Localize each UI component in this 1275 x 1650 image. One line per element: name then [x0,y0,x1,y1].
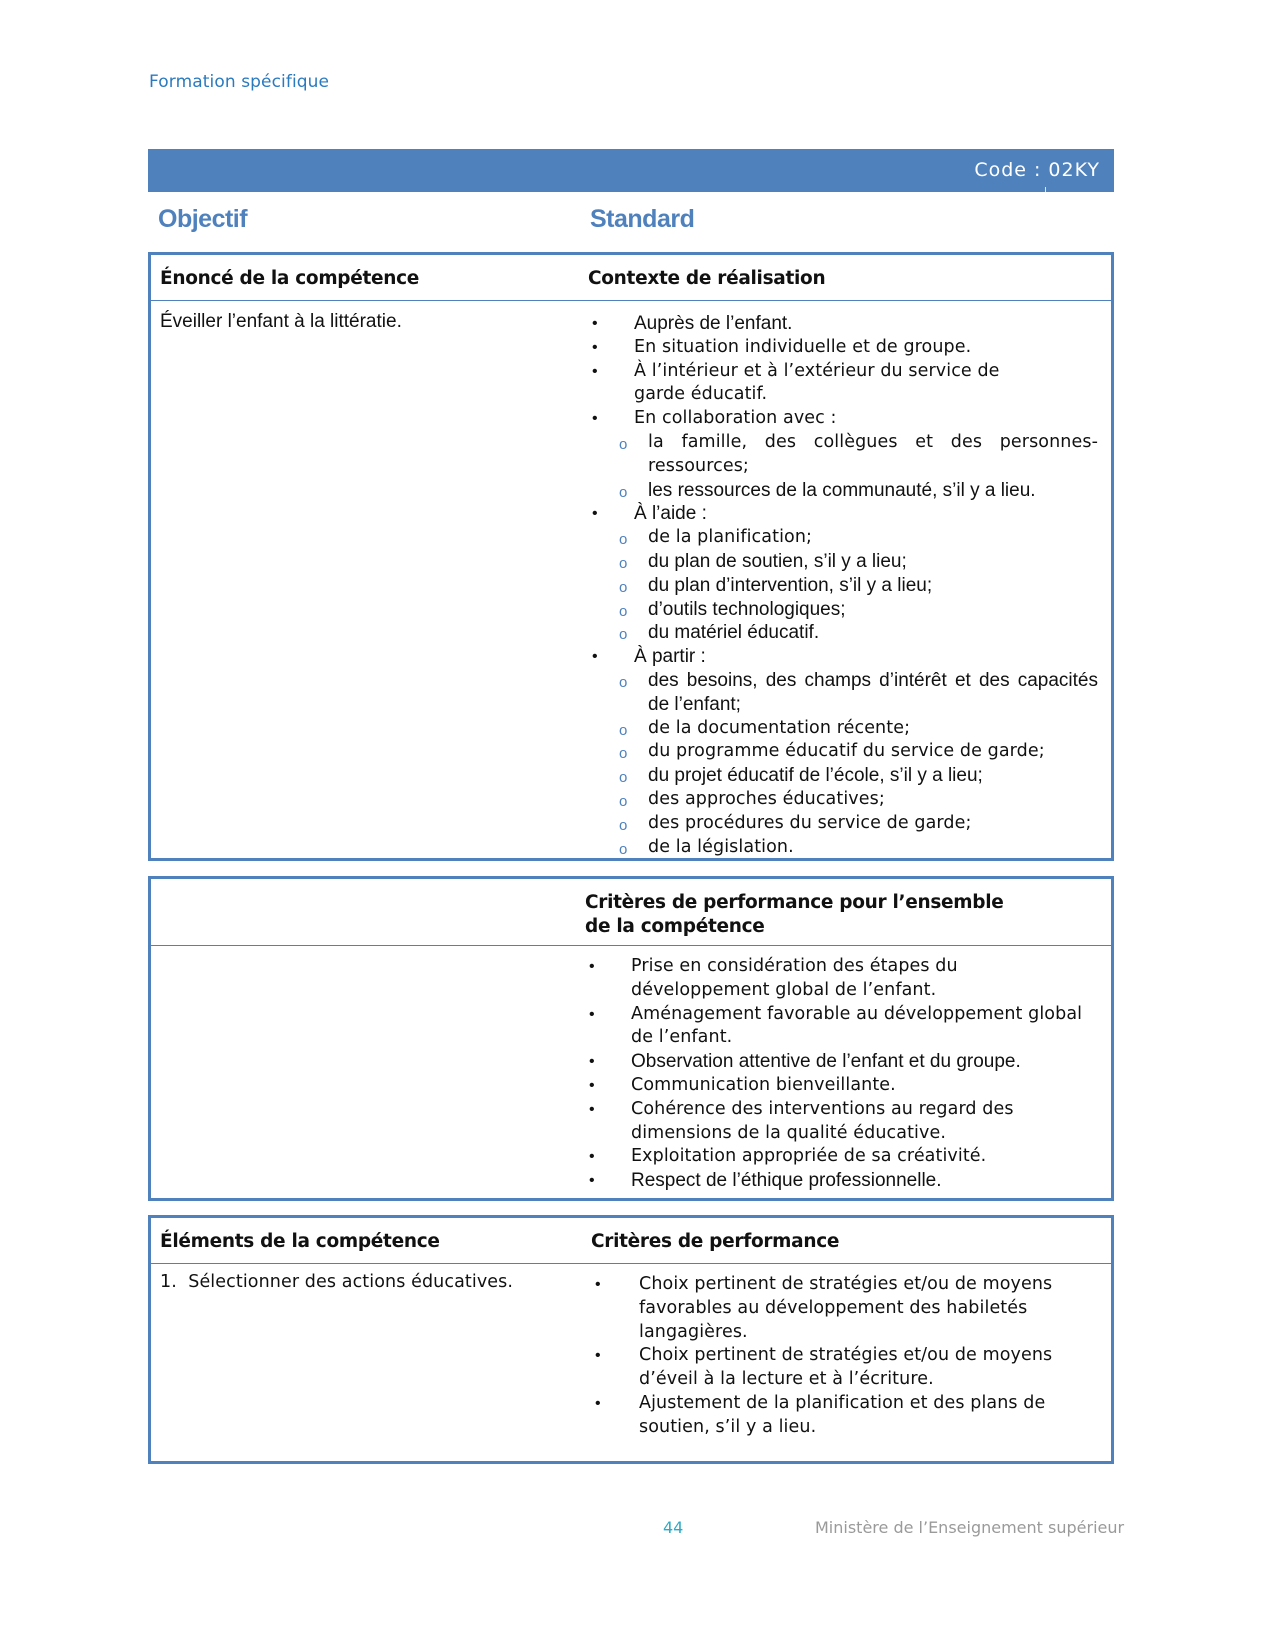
circle-bullet-icon: o [619,792,628,810]
circle-bullet-icon: o [619,816,628,834]
list-item: • Exploitation appropriée de sa créativité. [585,1145,1105,1169]
list-item: • En situation individuelle et de groupe. [588,336,1098,360]
list-item: • Observation attentive de l’enfant et du groupe. [589,1051,1021,1073]
bullet-icon: • [595,1276,601,1293]
sublist-item: o des besoins, des champs d’intérêt et des capacités de l’enfant; [619,669,1098,715]
criteres-ensemble-list [585,955,1105,1193]
header-contexte: Contexte de réalisation [588,268,826,289]
code-bar [148,149,1114,192]
section-heading-standard: Standard [590,205,695,233]
circle-bullet-icon: o [619,745,628,763]
sublist-item: o de la documentation récente; [588,717,1098,741]
sublist-item: o les ressources de la communauté, s’il y a lieu. [588,479,1098,503]
running-head: Formation spécifique [149,72,330,92]
sublist [588,431,1098,502]
list-item: • Cohérence des interventions au regard des dimensions de la qualité éducative. [589,1098,1014,1143]
list-item: • À l’aide : o de la planification; o du plan de soutien, s’il y a lieu; o du plan d’intervention, s’il y a lieu; o d’outils technologiques; o du matériel éducatif. [588,502,1098,645]
contexte-list [588,312,1098,859]
bullet-icon: • [589,1005,595,1023]
bullet-icon: • [592,410,598,428]
bullet-icon: • [592,315,598,332]
sublist-item: o de la planification; [588,526,1098,550]
footer-ministry: Ministère de l’Enseignement supérieur [815,1518,1125,1537]
list-item: • À l’intérieur et à l’extérieur du service de garde éducatif. [592,360,1000,405]
bullet-icon: • [592,648,598,666]
header-criteres: Critères de performance [591,1231,840,1252]
header-enonce: Énoncé de la compétence [160,268,420,289]
bullet-icon: • [589,1076,595,1094]
bullet-icon: • [595,1394,601,1412]
sublist [588,669,1098,859]
sublist-item: o la famille, des collègues et des personnes-ressources; [619,431,1098,476]
enonce-text: Éveiller l’enfant à la littératie. [160,311,402,332]
program-code: Code : 02KY [974,159,1100,181]
list-item: • En collaboration avec : o la famille, des collègues et des personnes-ressources; o les ressources de la communauté, s’il y a lieu. [588,407,1098,502]
circle-bullet-icon: o [619,769,628,787]
bullet-icon: • [589,1148,595,1166]
table-criteres-ensemble [148,876,1114,1201]
bullet-icon: • [589,1053,595,1071]
section-heading-objectif: Objectif [158,205,248,233]
bullet-icon: • [592,362,598,380]
header-criteres-ensemble: Critères de performance pour l’ensemble de la compétence [585,892,1004,937]
sublist-item: o des procédures du service de garde; [588,812,1098,836]
circle-bullet-icon: o [619,531,628,549]
list-item: • Auprès de l’enfant. [592,313,793,334]
criteres-list [591,1273,1103,1440]
list-item: • Aménagement favorable au développement global de l’enfant. [589,1003,1083,1048]
table-header [151,1218,1111,1264]
code-divider [1045,187,1046,192]
circle-bullet-icon: o [619,435,628,453]
element-number: 1. [160,1272,177,1292]
circle-bullet-icon: o [619,602,628,620]
circle-bullet-icon: o [619,840,628,858]
list-item: • À partir : o des besoins, des champs d’intérêt et des capacités de l’enfant; o de la documentation récente; o du programme éducatif du service de garde; o du projet éducatif de l’école, s’il y a lieu; o des approches éducatives; o des procédures du service de garde; o de la législation. [588,645,1098,859]
table-elements-criteres [148,1215,1114,1464]
element-text: Sélectionner des actions éducatives. [188,1272,514,1292]
list-item: • Ajustement de la planification et des plans de soutien, s’il y a lieu. [595,1392,1046,1437]
circle-bullet-icon: o [619,626,628,644]
circle-bullet-icon: o [619,721,628,739]
list-item: • Respect de l’éthique professionnelle. [589,1170,942,1192]
list-item: • Choix pertinent de stratégies et/ou de moyens favorables au développement des habiletés langagières. [595,1274,1053,1342]
bullet-icon: • [595,1347,601,1365]
list-item: • Communication bienveillante. [585,1074,1105,1098]
table-header [151,255,1111,301]
bullet-icon: • [589,1100,595,1118]
sublist-item: o du plan d’intervention, s’il y a lieu; [588,574,1098,598]
header-elements: Éléments de la compétence [160,1231,440,1252]
element-item [160,1272,513,1292]
sublist-item: o des approches éducatives; [588,788,1098,812]
circle-bullet-icon: o [619,554,628,572]
sublist-item: o d’outils technologiques; [588,598,1098,622]
sublist-item: o de la législation. [588,836,1098,860]
table-enonce-contexte [148,252,1114,861]
sublist-item: o du projet éducatif de l’école, s’il y a lieu; [588,764,1098,788]
bullet-icon: • [589,1172,595,1190]
bullet-icon: • [592,338,598,356]
list-item: • Prise en considération des étapes du développement global de l’enfant. [589,956,958,1000]
circle-bullet-icon: o [619,673,628,691]
sublist-item: o du programme éducatif du service de garde; [588,740,1098,764]
sublist-item: o du matériel éducatif. [588,621,1098,645]
circle-bullet-icon: o [619,578,628,596]
list-item: • Choix pertinent de stratégies et/ou de moyens d’éveil à la lecture et à l’écriture. [595,1345,1053,1390]
sublist-item: o du plan de soutien, s’il y a lieu; [588,550,1098,574]
page-number: 44 [663,1518,684,1537]
table-header [151,879,1111,946]
circle-bullet-icon: o [619,483,628,501]
bullet-icon: • [592,505,598,523]
bullet-icon: • [589,958,595,975]
sublist [588,526,1098,645]
